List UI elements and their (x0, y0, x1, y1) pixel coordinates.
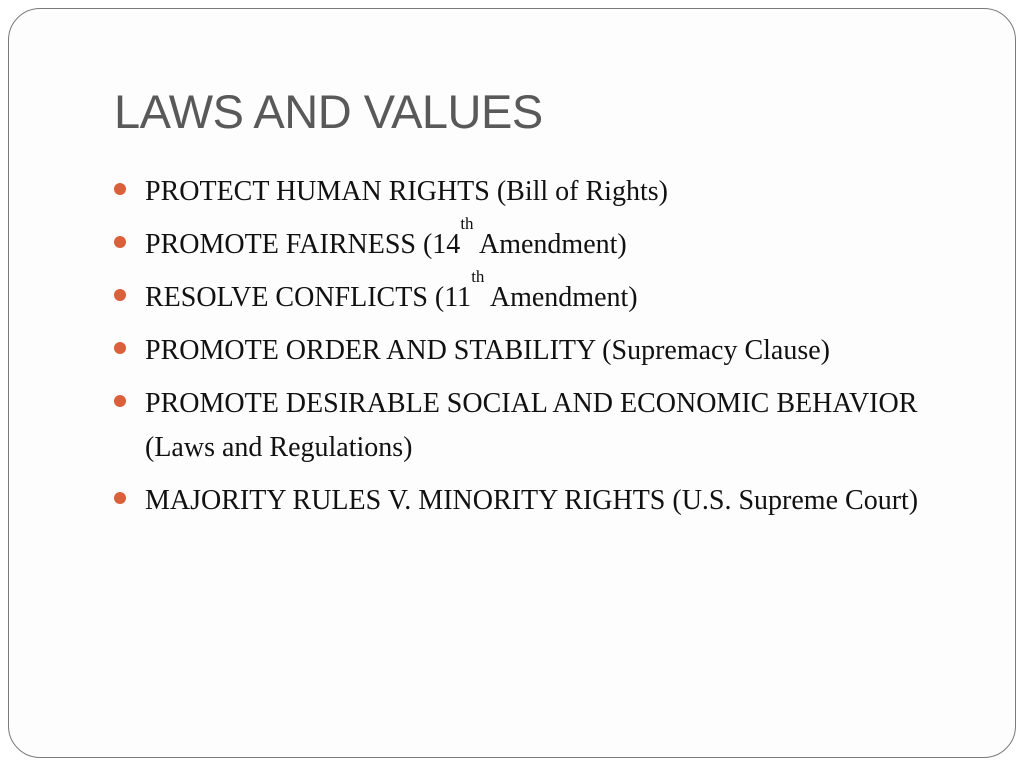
bullet-dot-icon (114, 492, 126, 504)
bullet-item-order-stability (112, 329, 972, 373)
bullet-item-human-rights (112, 170, 972, 214)
slide-title: LAWS AND VALUES (114, 85, 543, 138)
bullet-dot-icon (114, 183, 126, 195)
bullet-text: MAJORITY RULES V. MINORITY RIGHTS (U.S. Supreme Court) (145, 485, 919, 516)
bullet-dot-icon (114, 395, 126, 407)
bullet-text-tail: Amendment) (484, 282, 638, 313)
bullet-item-majority-minority (112, 479, 972, 523)
bullet-dot-icon (114, 289, 126, 301)
bullet-item-conflicts (112, 267, 972, 320)
bullet-item-fairness (112, 214, 972, 267)
bullet-dot-icon (114, 342, 126, 354)
ordinal-suffix: th (460, 214, 474, 233)
bullet-dot-icon (114, 236, 126, 248)
bullet-text: PROMOTE FAIRNESS (14 (145, 229, 461, 260)
bullet-text: PROTECT HUMAN RIGHTS (Bill of Rights) (145, 176, 668, 207)
bullet-item-social-economic (112, 382, 972, 470)
bullet-text-tail: Amendment) (473, 229, 627, 260)
ordinal-suffix: th (471, 267, 485, 286)
bullet-text: PROMOTE DESIRABLE SOCIAL AND ECONOMIC BEHAVIOR (Laws and Regulations) (145, 388, 918, 463)
bullet-list (112, 170, 972, 532)
bullet-text: RESOLVE CONFLICTS (11 (145, 282, 472, 313)
bullet-text: PROMOTE ORDER AND STABILITY (Supremacy Clause) (145, 335, 830, 366)
